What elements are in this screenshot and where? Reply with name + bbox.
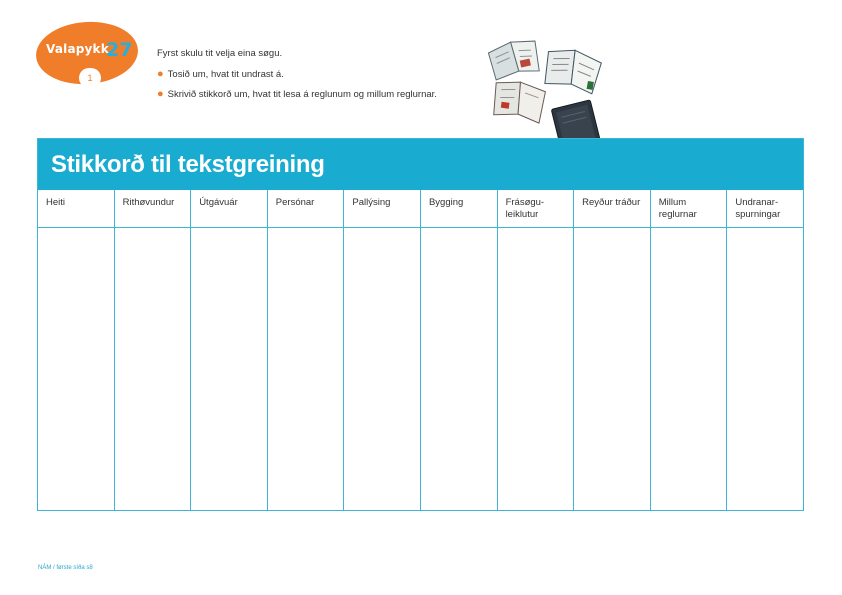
table-column: [498, 190, 575, 510]
column-cell[interactable]: [574, 228, 650, 510]
table-title: Stikkorð til tekstgreining: [38, 139, 803, 190]
column-header: Bygging: [421, 190, 497, 228]
badge-number: 27: [106, 39, 133, 61]
column-header: Frásøgu- leiklutur: [498, 190, 574, 228]
column-cell[interactable]: [727, 228, 803, 510]
instruction-bullet: [157, 88, 437, 108]
column-cell[interactable]: [344, 228, 420, 510]
column-header: Pallýsing: [344, 190, 420, 228]
table-column: [651, 190, 728, 510]
instruction-bullet: [157, 68, 437, 88]
column-cell[interactable]: [115, 228, 191, 510]
table-column: [268, 190, 345, 510]
column-header: Reyður tráður: [574, 190, 650, 228]
keyword-table: [37, 138, 804, 511]
table-column: [115, 190, 192, 510]
column-cell[interactable]: [268, 228, 344, 510]
footer-credit: NÁM / første síða s8: [38, 565, 93, 571]
table-grid: [38, 190, 803, 510]
badge-title: Valapykk: [46, 42, 109, 56]
column-header: Undranar- spurningar: [727, 190, 803, 228]
column-cell[interactable]: [38, 228, 114, 510]
instruction-line: Fyrst skulu tit velja eina søgu.: [157, 48, 283, 59]
bullet-text: Skrivið stikkorð um, hvat tit lesa á reglunum og millum reglurnar.: [167, 89, 437, 100]
table-column: [574, 190, 651, 510]
column-header: Heiti: [38, 190, 114, 228]
column-cell[interactable]: [498, 228, 574, 510]
table-column: [727, 190, 803, 510]
bullet-text: Tosið um, hvat tit undrast á.: [167, 69, 284, 80]
bullet-icon: ●: [157, 88, 164, 100]
column-cell[interactable]: [421, 228, 497, 510]
table-column: [38, 190, 115, 510]
instructions: [157, 48, 437, 108]
bullet-icon: ●: [157, 68, 164, 80]
column-cell[interactable]: [651, 228, 727, 510]
column-header: Útgávuár: [191, 190, 267, 228]
column-cell[interactable]: [191, 228, 267, 510]
column-header: Rithøvundur: [115, 190, 191, 228]
badge-sub-number: 1: [79, 68, 101, 88]
table-column: [191, 190, 268, 510]
table-column: [344, 190, 421, 510]
table-column: [421, 190, 498, 510]
column-header: Persónar: [268, 190, 344, 228]
column-header: Millum reglurnar: [651, 190, 727, 228]
